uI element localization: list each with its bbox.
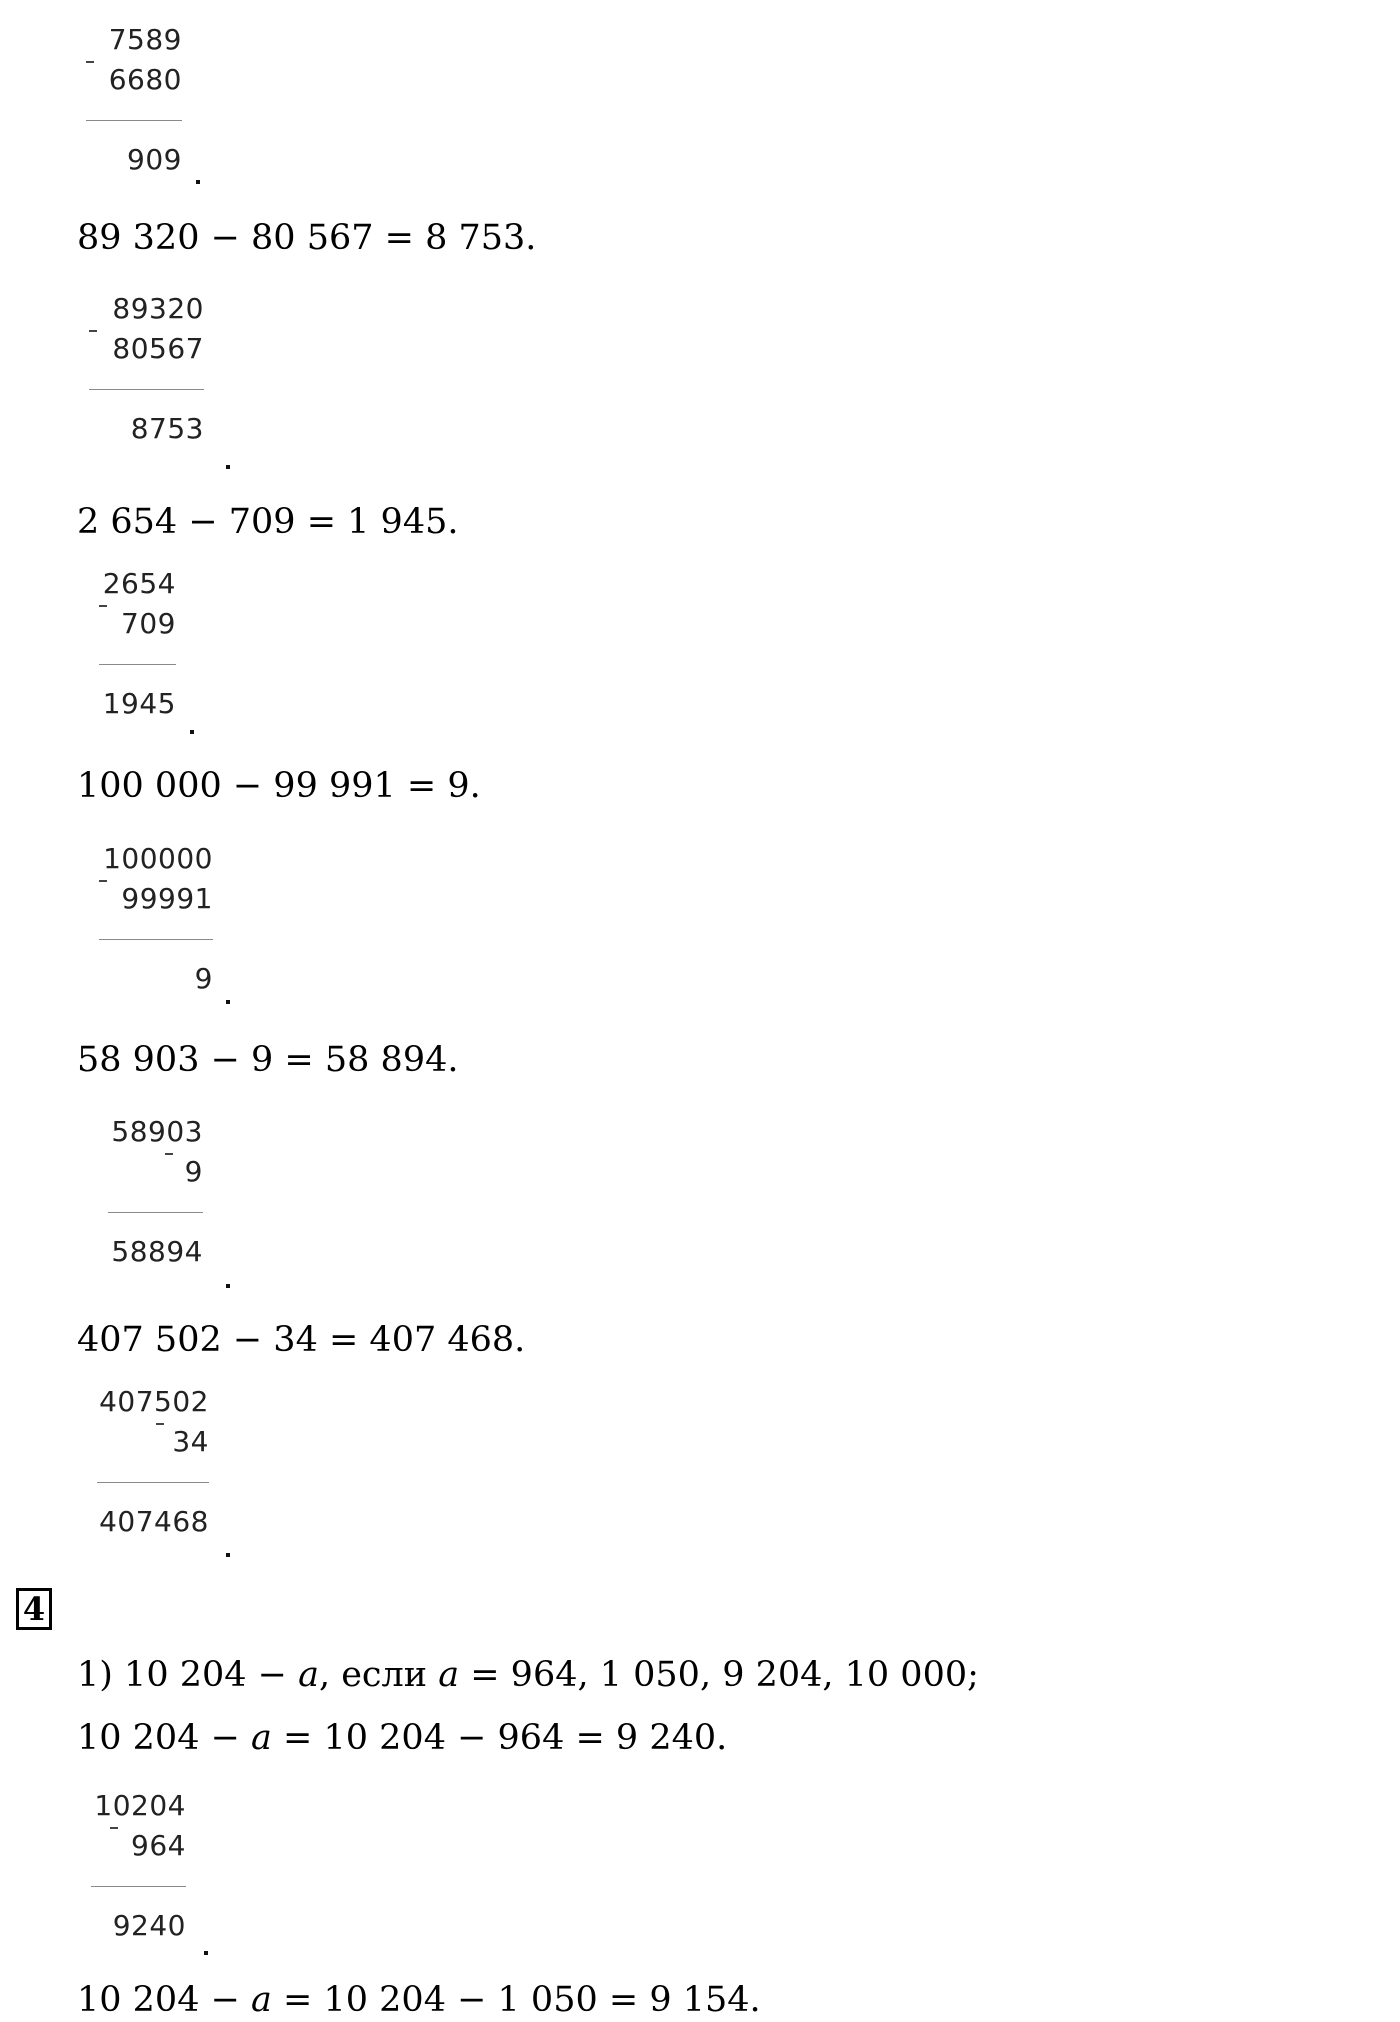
task-equation-2 (77, 1978, 761, 2022)
result: 407468 (99, 1505, 209, 1538)
minuend: 7589 (108, 23, 182, 56)
column-subtraction-6 (97, 1386, 209, 1536)
result-rule (89, 389, 204, 390)
equation-2: 2 654 − 709 = 1 945. (77, 502, 459, 542)
minuend: 2654 (102, 567, 176, 600)
period-dot (226, 1000, 230, 1004)
variable-a: a (251, 1980, 272, 2020)
minuend: 100000 (103, 842, 213, 875)
result: 1945 (102, 687, 176, 720)
result: 58894 (111, 1235, 203, 1268)
period-dot (204, 1951, 208, 1955)
result-rule (91, 1886, 186, 1887)
minus-sign (89, 330, 97, 332)
result-rule (108, 1212, 203, 1213)
subtrahend: 80567 (112, 332, 204, 365)
minus-sign (165, 1153, 173, 1155)
minus-sign (156, 1423, 164, 1425)
equation-part: = 10 204 − 1 050 = 9 154. (271, 1980, 761, 2020)
column-subtraction-2 (84, 293, 204, 443)
equation-part: = 10 204 − 964 = 9 240. (271, 1718, 728, 1758)
result: 909 (127, 143, 182, 176)
column-subtraction-task (91, 1790, 186, 1940)
equation-4: 58 903 − 9 = 58 894. (77, 1040, 459, 1080)
subtrahend: 34 (172, 1425, 209, 1458)
task-condition-part: 1) 10 204 − (77, 1655, 299, 1695)
result-rule (97, 1482, 209, 1483)
variable-a: a (438, 1655, 460, 1695)
period-dot (226, 1553, 230, 1557)
result: 8753 (130, 412, 204, 445)
equation-part: 10 204 − (77, 1980, 252, 2020)
column-subtraction-4 (99, 843, 213, 993)
result-rule (86, 120, 182, 121)
period-dot (190, 730, 194, 734)
result: 9240 (112, 1909, 186, 1942)
subtrahend: 9 (184, 1155, 203, 1188)
minuend: 407502 (99, 1385, 209, 1418)
subtrahend: 99991 (121, 882, 213, 915)
period-dot (226, 465, 230, 469)
minuend: 10204 (94, 1789, 186, 1822)
equation-3: 100 000 − 99 991 = 9. (77, 766, 481, 806)
minuend: 89320 (112, 292, 204, 325)
subtrahend: 6680 (108, 63, 182, 96)
column-subtraction-3 (99, 568, 176, 718)
minus-sign (99, 605, 107, 607)
column-subtraction-5 (108, 1116, 203, 1266)
subtrahend: 709 (121, 607, 176, 640)
subtrahend: 964 (131, 1829, 186, 1862)
result-rule (99, 939, 213, 940)
minus-sign (110, 1827, 118, 1829)
task-condition-part: = 964, 1 050, 9 204, 10 000; (459, 1655, 979, 1695)
minus-sign (99, 880, 107, 882)
result-rule (99, 664, 176, 665)
variable-a: a (251, 1718, 272, 1758)
result: 9 (194, 962, 213, 995)
period-dot (196, 180, 200, 184)
equation-1: 89 320 − 80 567 = 8 753. (77, 218, 537, 258)
minus-sign (86, 61, 94, 63)
task-condition (77, 1653, 979, 1697)
task-equation-1 (77, 1716, 727, 1760)
task-number-box: 4 (16, 1588, 52, 1630)
minuend: 58903 (111, 1115, 203, 1148)
task-condition-part: , если (318, 1655, 439, 1695)
equation-part: 10 204 − (77, 1718, 252, 1758)
column-subtraction-1 (82, 24, 182, 174)
variable-a: a (298, 1655, 319, 1695)
period-dot (226, 1284, 230, 1288)
equation-5: 407 502 − 34 = 407 468. (77, 1320, 526, 1360)
